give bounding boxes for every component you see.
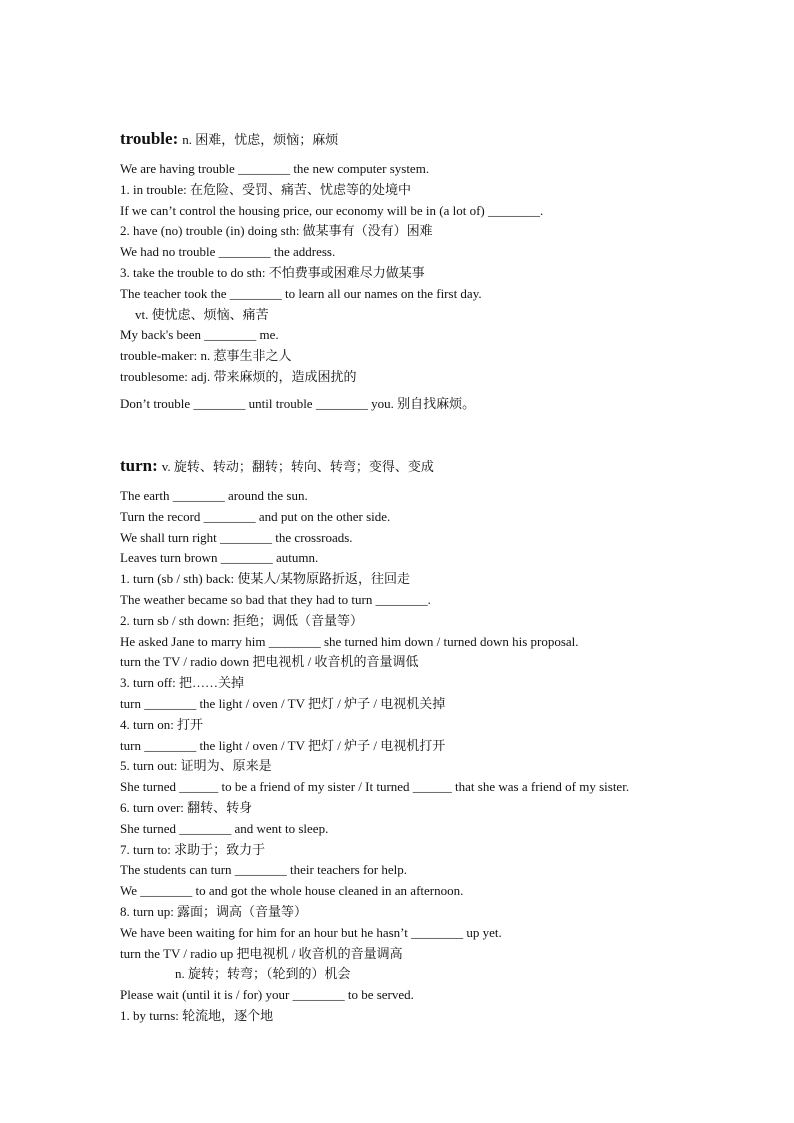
text-line: We are having trouble ________ the new computer system. — [120, 161, 430, 176]
text-line: 2. have (no) trouble (in) doing sth: 做某事有（没有）困难 — [120, 223, 433, 239]
text-line: 8. turn up: 露面；调高（音量等） — [120, 903, 308, 919]
text-line: He asked Jane to marry him ________ she turned him down / turned down his proposal. — [120, 633, 579, 649]
text-line: 4. turn on: 打开 — [120, 716, 204, 732]
text-line: troublesome: adj. 带来麻烦的，造成困扰的 — [120, 368, 357, 384]
text-line: The earth ________ around the sun. — [120, 488, 308, 503]
entry-trouble — [120, 125, 760, 415]
text-line: 3. take the trouble to do sth: 不怕费事或困难尽力做某事 — [120, 264, 425, 280]
headword: turn: — [120, 456, 158, 475]
text-line: 1. by turns: 轮流地，逐个地 — [120, 1007, 274, 1023]
text-line: Leaves turn brown ________ autumn. — [120, 550, 319, 566]
text-line: 6. turn over: 翻转、转身 — [120, 799, 253, 815]
text-line: 5. turn out: 证明为、原来是 — [120, 758, 272, 774]
text-line: We had no trouble ________ the address. — [120, 244, 336, 260]
entry-turn — [120, 452, 760, 1027]
text-line: We have been waiting for him for an hour but he hasn’t ________ up yet. — [120, 924, 502, 940]
entry-heading — [120, 452, 760, 480]
text-line: If we can’t control the housing price, our economy will be in (a lot of) ________. — [120, 202, 544, 218]
text-line: 1. in trouble: 在危险、受罚、痛苦、忧虑等的处境中 — [120, 181, 412, 197]
text-line: 2. turn sb / sth down: 拒绝；调低（音量等） — [120, 612, 364, 628]
text-line: My back's been ________ me. — [120, 327, 279, 343]
entry-heading — [120, 125, 760, 153]
text-line: The teacher took the ________ to learn all our names on the first day. — [120, 285, 482, 301]
text-line: trouble-maker: n. 惹事生非之人 — [120, 348, 292, 364]
text-line: turn ________ the light / oven / TV 把灯 / 炉子 / 电视机关掉 — [120, 695, 446, 711]
text-line: The students can turn ________ their teachers for help. — [120, 862, 407, 878]
text-line: turn the TV / radio down 把电视机 / 收音机的音量调低 — [120, 654, 419, 670]
text-line: turn the TV / radio up 把电视机 / 收音机的音量调高 — [120, 945, 403, 961]
text-line: She turned ______ to be a friend of my sister / It turned ______ that she was a friend of my sister. — [120, 779, 630, 795]
text-line: Don’t trouble ________ until trouble ________ you. 别自找麻烦。 — [120, 395, 476, 411]
text-line: We shall turn right ________ the crossroads. — [120, 529, 353, 545]
text-line: 3. turn off: 把……关掉 — [120, 675, 244, 691]
text-line: The weather became so bad that they had to turn ________. — [120, 591, 431, 607]
text-line: Turn the record ________ and put on the other side. — [120, 508, 391, 524]
headword-definition: n. 困难，忧虑，烦恼；麻烦 — [182, 132, 339, 147]
text-line: turn ________ the light / oven / TV 把灯 / 炉子 / 电视机打开 — [120, 737, 446, 753]
text-line: 1. turn (sb / sth) back: 使某人/某物原路折返，往回走 — [120, 571, 410, 587]
text-line: Please wait (until it is / for) your ________ to be served. — [120, 987, 414, 1003]
text-line: 7. turn to: 求助于；致力于 — [120, 841, 266, 857]
text-line: We ________ to and got the whole house cleaned in an afternoon. — [120, 883, 464, 899]
text-line: She turned ________ and went to sleep. — [120, 820, 329, 836]
headword: trouble: — [120, 129, 179, 148]
headword-definition: v. 旋转、转动；翻转；转向、转弯；变得、变成 — [161, 459, 434, 474]
text-line: n. 旋转；转弯；（轮到的）机会 — [175, 966, 351, 982]
text-line: vt. 使忧虑、烦恼、痛苦 — [135, 306, 269, 322]
